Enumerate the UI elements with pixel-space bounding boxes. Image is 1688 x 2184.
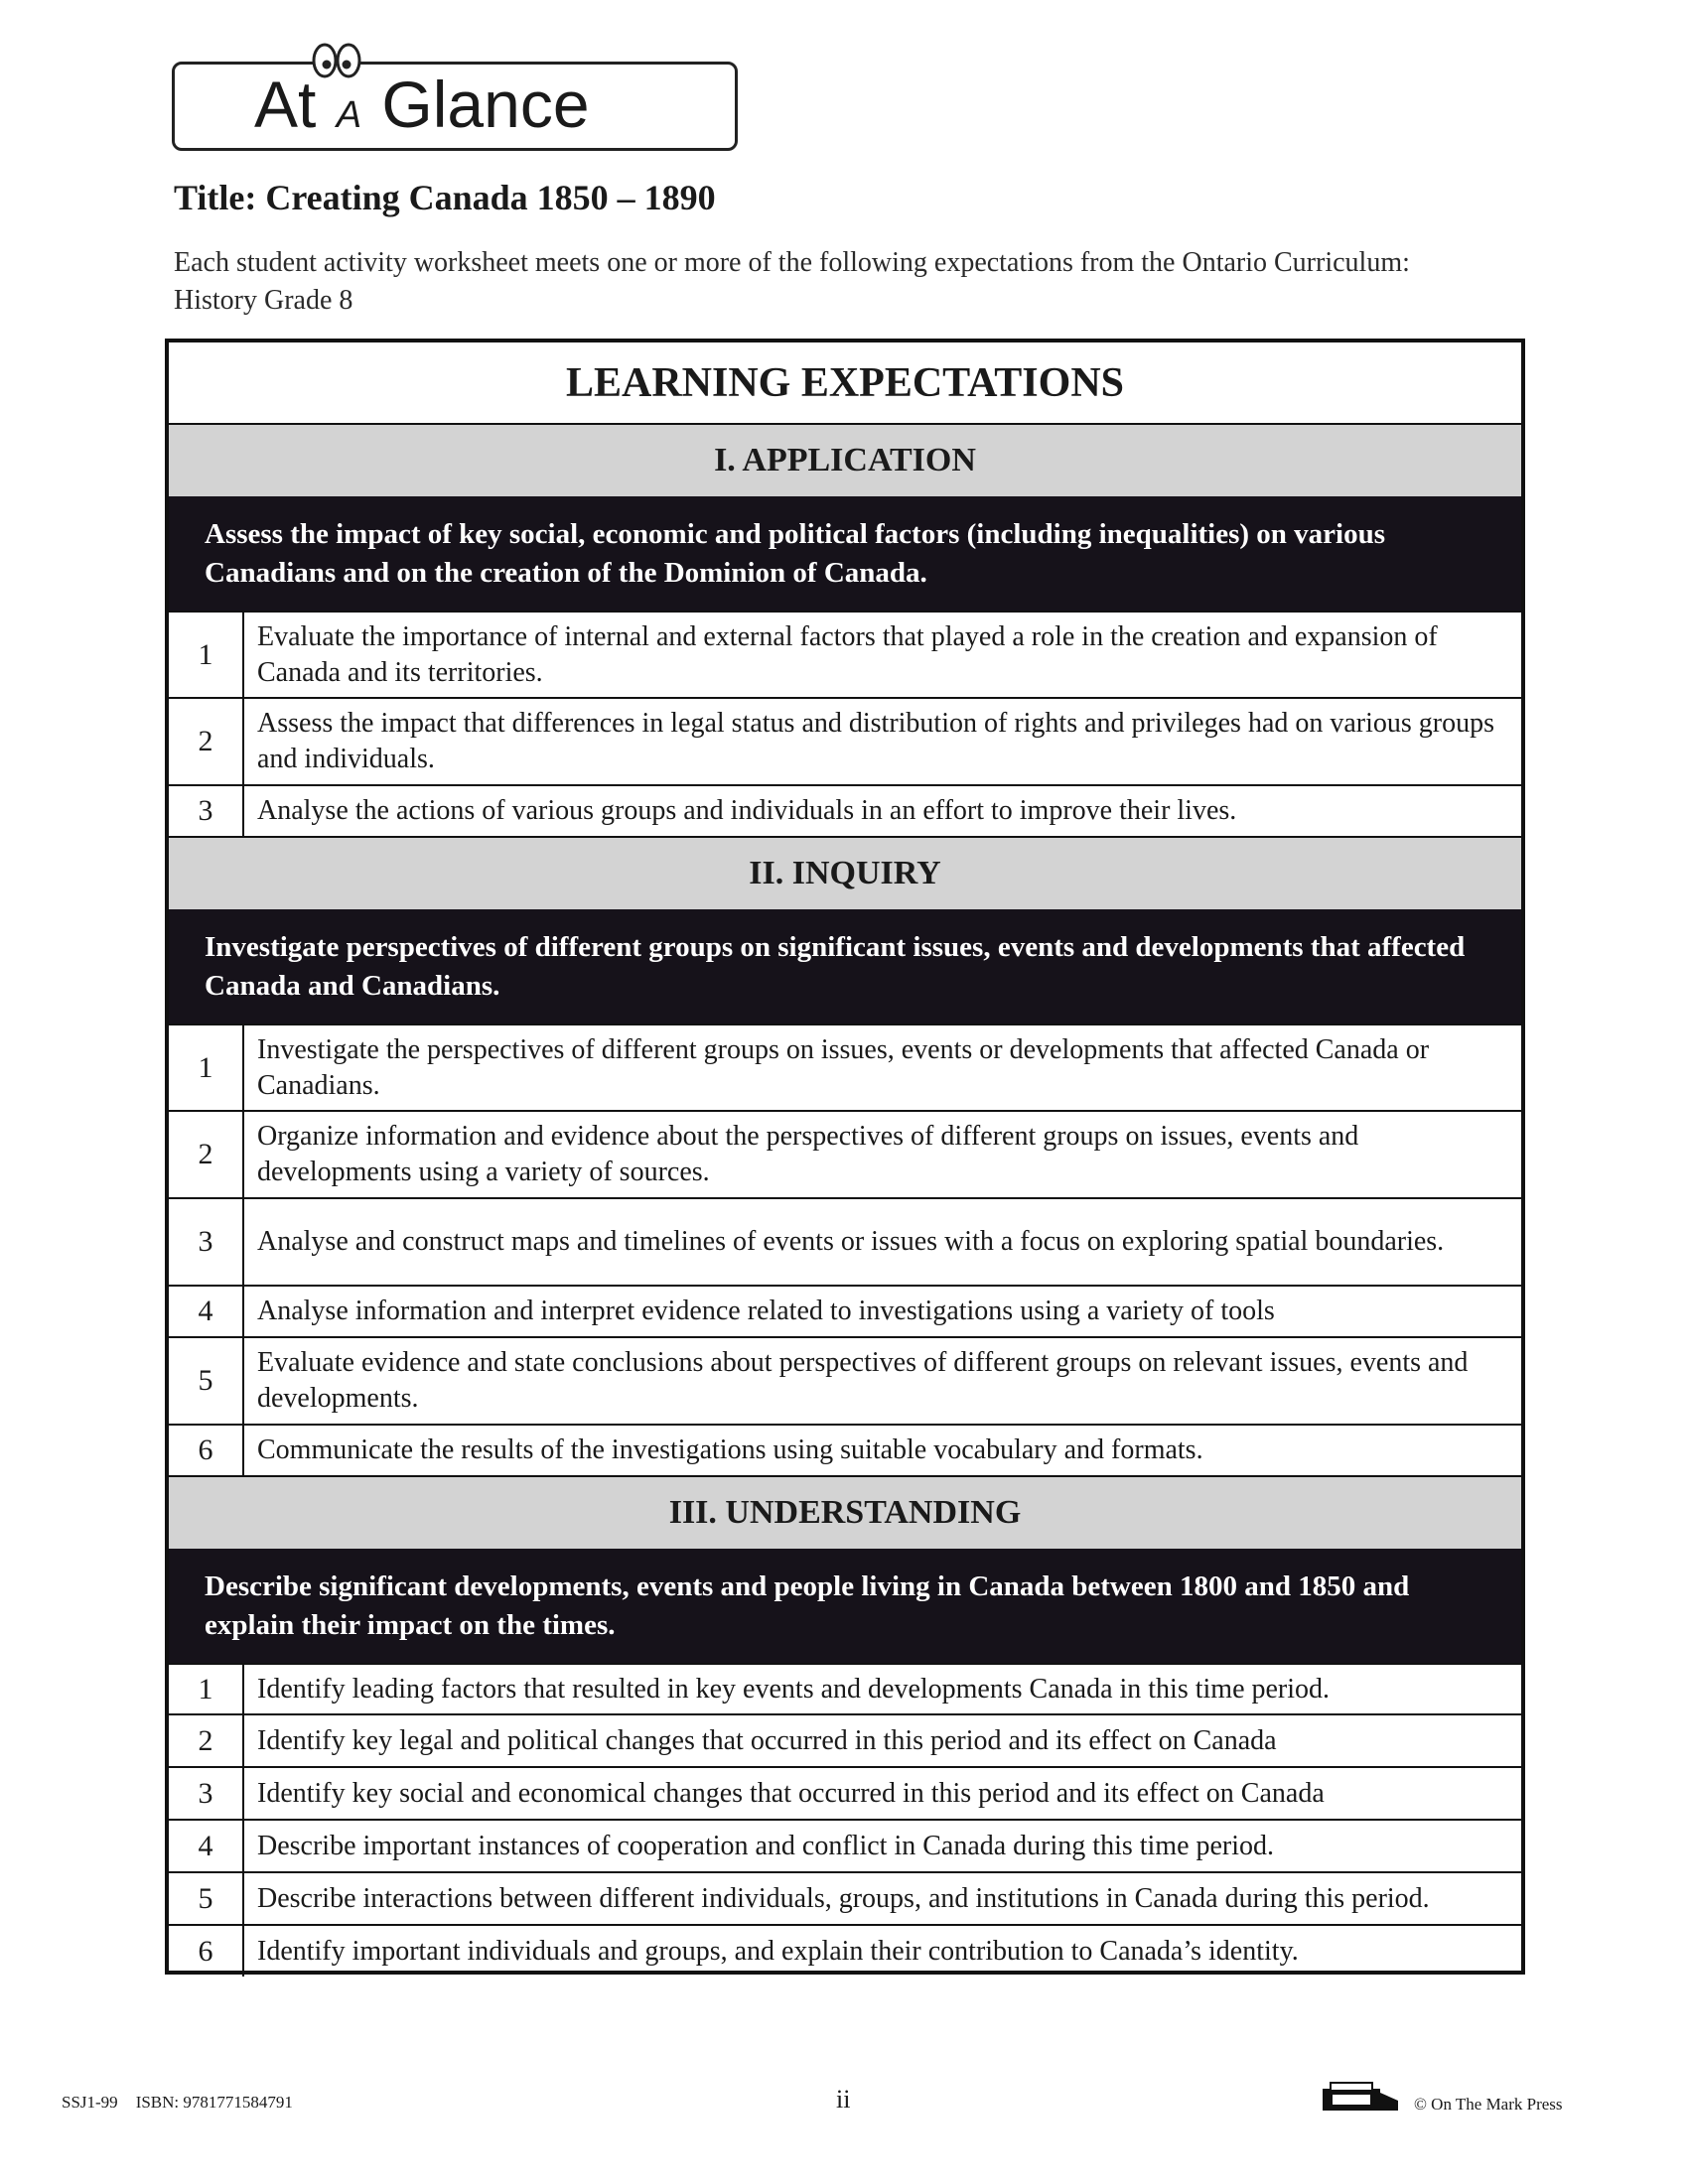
table-row [169, 1112, 1521, 1199]
row-number: 2 [169, 1112, 244, 1197]
table-row [169, 1426, 1521, 1477]
row-number: 2 [169, 1715, 244, 1766]
learning-expectations-table [165, 339, 1525, 1975]
row-text: Describe important instances of cooperation and conflict in Canada during this time period. [257, 1830, 1275, 1861]
row-text: Analyse information and interpret evidence related to investigations using a variety of tools [257, 1296, 1275, 1326]
row-text: Identify key social and economical changes that occurred in this period and its effect on Canada [257, 1777, 1325, 1809]
table-row [169, 1024, 1521, 1112]
row-text: Assess the impact that differences in legal status and distribution of rights and privileges had on various groups and individuals. [257, 708, 1495, 774]
row-text: Evaluate the importance of internal and external factors that played a role in the creation and expansion of Canada and its territories. [257, 620, 1438, 688]
page-number: ii [836, 2085, 851, 2114]
isbn: ISBN: 9781771584791 [135, 2093, 293, 2112]
row-text: Evaluate evidence and state conclusions about perspectives of different groups on relevant issues, events and developments. [257, 1347, 1469, 1414]
section-goal: Investigate perspectives of different groups on significant issues, events and developments that affected Canada and Canadians. [169, 909, 1521, 1024]
row-text: Communicate the results of the investigations using suitable vocabulary and formats. [257, 1434, 1203, 1465]
section-header: III. UNDERSTANDING [169, 1477, 1521, 1549]
row-text: Investigate the perspectives of different groups on issues, events or developments that affected Canada or Canadians. [257, 1033, 1430, 1101]
row-number: 1 [169, 613, 244, 697]
row-number: 4 [169, 1821, 244, 1871]
section-header: II. INQUIRY [169, 838, 1521, 909]
logo-a: A [336, 94, 362, 136]
printing-press-icon [1321, 2081, 1402, 2115]
row-number: 3 [169, 1768, 244, 1819]
table-heading: LEARNING EXPECTATIONS [169, 342, 1521, 425]
table-row [169, 1338, 1521, 1426]
row-text: Analyse the actions of various groups and individuals in an effort to improve their lives. [257, 795, 1237, 826]
table-row [169, 786, 1521, 838]
table-row [169, 1199, 1521, 1287]
table-row [169, 1821, 1521, 1873]
row-number: 1 [169, 1665, 244, 1713]
row-number: 5 [169, 1338, 244, 1424]
row-number: 6 [169, 1926, 244, 1977]
table-row [169, 699, 1521, 786]
row-number: 1 [169, 1025, 244, 1110]
footer-codes [62, 2093, 311, 2113]
row-text: Identify leading factors that resulted in key events and developments Canada in this time period. [257, 1673, 1331, 1705]
at-a-glance-logo [172, 62, 738, 151]
row-number: 2 [169, 699, 244, 784]
row-text: Identify key legal and political changes that occurred in this period and its effect on Canada [257, 1724, 1277, 1756]
section-goal: Describe significant developments, events and people living in Canada between 1800 and 1850 and explain their impact on the times. [169, 1549, 1521, 1663]
table-row [169, 1715, 1521, 1768]
row-number: 3 [169, 1199, 244, 1285]
intro-text: Each student activity worksheet meets one or more of the following expectations from the Ontario Curriculum: History Grade 8 [174, 247, 1410, 316]
logo-glance: Glance [381, 68, 590, 141]
row-number: 5 [169, 1873, 244, 1924]
row-text: Describe interactions between different individuals, groups, and institutions in Canada during this period. [257, 1882, 1430, 1914]
row-text: Identify important individuals and groups, and explain their contribution to Canada’s identity. [257, 1935, 1299, 1967]
row-number: 4 [169, 1287, 244, 1336]
row-text: Organize information and evidence about the perspectives of different groups on issues, events and developments using a variety of sources. [257, 1121, 1359, 1187]
table-row [169, 1287, 1521, 1338]
table-row [169, 1926, 1521, 1977]
product-code: SSJ1-99 [62, 2093, 118, 2112]
logo-text [254, 67, 590, 142]
row-number: 3 [169, 786, 244, 836]
section-goal: Assess the impact of key social, economic and political factors (including inequalities) on various Canadians and on the creation of the Dominion of Canada. [169, 496, 1521, 611]
table-row [169, 1768, 1521, 1821]
table-row [169, 611, 1521, 699]
publisher: © On The Mark Press [1414, 2095, 1563, 2114]
table-row [169, 1873, 1521, 1926]
section-header: I. APPLICATION [169, 425, 1521, 496]
row-number: 6 [169, 1426, 244, 1475]
logo-at: At [254, 68, 317, 141]
table-row [169, 1663, 1521, 1715]
row-text: Analyse and construct maps and timelines of events or issues with a focus on exploring spatial boundaries. [257, 1226, 1445, 1257]
page-title: Title: Creating Canada 1850 – 1890 [174, 178, 716, 217]
